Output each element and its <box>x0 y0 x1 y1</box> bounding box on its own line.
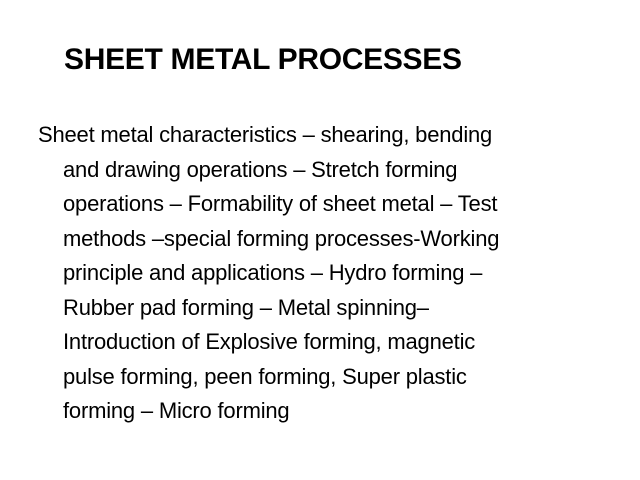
slide-title: SHEET METAL PROCESSES <box>64 43 462 76</box>
body-line: Rubber pad forming – Metal spinning– <box>63 294 429 320</box>
body-line: Sheet metal characteristics – shearing, bending <box>38 122 493 147</box>
body-line: Introduction of Explosive forming, magnetic <box>63 329 476 354</box>
body-line: methods –special forming processes-Working <box>63 225 500 251</box>
body-line: operations – Formability of sheet metal – Test <box>63 191 498 216</box>
body-line: pulse forming, peen forming, Super plastic <box>63 363 467 389</box>
body-line: and drawing operations – Stretch forming <box>63 156 458 182</box>
body-line: principle and applications – Hydro forming – <box>63 260 483 285</box>
body-line: forming – Micro forming <box>63 398 290 423</box>
slide-body <box>38 118 598 429</box>
